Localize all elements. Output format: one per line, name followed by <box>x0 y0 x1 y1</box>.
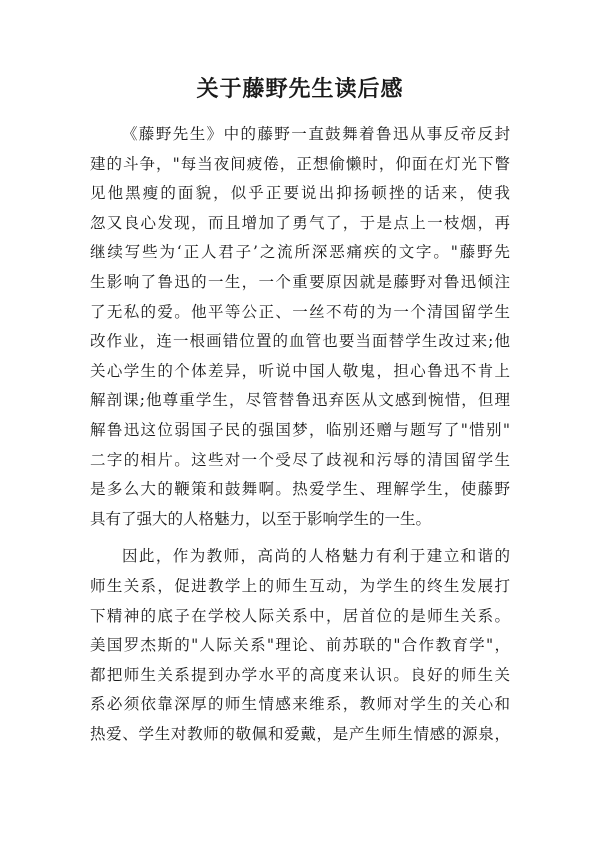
text-line: 生影响了鲁迅的一生，一个重要原因就是藤野对鲁迅倾注 <box>90 272 510 291</box>
text-line: 建的斗争，"每当夜间疲倦，正想偷懒时，仰面在灯光下瞥 <box>90 154 510 173</box>
text-line: 下精神的底子在学校人际关系中，居首位的是师生关系。 <box>90 606 510 625</box>
text-line: 热爱、学生对教师的敬佩和爱戴，是产生师生情感的源泉， <box>90 724 510 743</box>
text-line: 见他黑瘦的面貌，似乎正要说出抑扬顿挫的话来，使我 <box>90 184 510 203</box>
text-line: 师生关系，促进教学上的师生互动，为学生的终生发展打 <box>90 576 510 595</box>
paragraph-2 <box>90 542 510 749</box>
paragraph-1 <box>90 120 510 534</box>
text-line: 了无私的爱。他平等公正、一丝不苟的为一个清国留学生 <box>90 302 510 321</box>
text-line: 都把师生关系提到办学水平的高度来认识。良好的师生关 <box>90 665 510 684</box>
text-line: 是多么大的鞭策和鼓舞啊。热爱学生、理解学生，使藤野 <box>90 480 510 499</box>
text-line: 因此，作为教师，高尚的人格魅力有利于建立和谐的 <box>122 547 510 566</box>
document-title: 关于藤野先生读后感 <box>196 77 404 102</box>
text-line: 关心学生的个体差异，听说中国人敬鬼，担心鲁迅不肯上 <box>90 361 510 380</box>
text-line: 二字的相片。这些对一个受尽了歧视和污辱的清国留学生 <box>90 450 510 469</box>
text-line: 《藤野先生》中的藤野一直鼓舞着鲁迅从事反帝反封 <box>122 125 510 143</box>
document-body <box>90 120 510 749</box>
paragraph-gap <box>90 534 510 542</box>
text-line: 解鲁迅这位弱国子民的强国梦，临别还赠与题写了"惜别" <box>90 420 510 439</box>
text-line: 解剖课;他尊重学生，尽管替鲁迅弃医从文感到惋惜，但理 <box>90 391 510 410</box>
text-line: 美国罗杰斯的"人际关系"理论、前苏联的"合作教育学"， <box>90 636 510 655</box>
text-line: 系必须依靠深厚的师生情感来维系，教师对学生的关心和 <box>90 695 510 714</box>
text-line: 忽又良心发现，而且增加了勇气了，于是点上一枝烟，再 <box>90 213 510 232</box>
text-line: 改作业，连一根画错位置的血管也要当面替学生改过来;他 <box>90 332 510 351</box>
text-line: 继续写些为‘正人君子’之流所深恶痛疾的文字。"藤野先 <box>90 243 510 262</box>
text-line: 具有了强大的人格魅力，以至于影响学生的一生。 <box>90 509 432 528</box>
